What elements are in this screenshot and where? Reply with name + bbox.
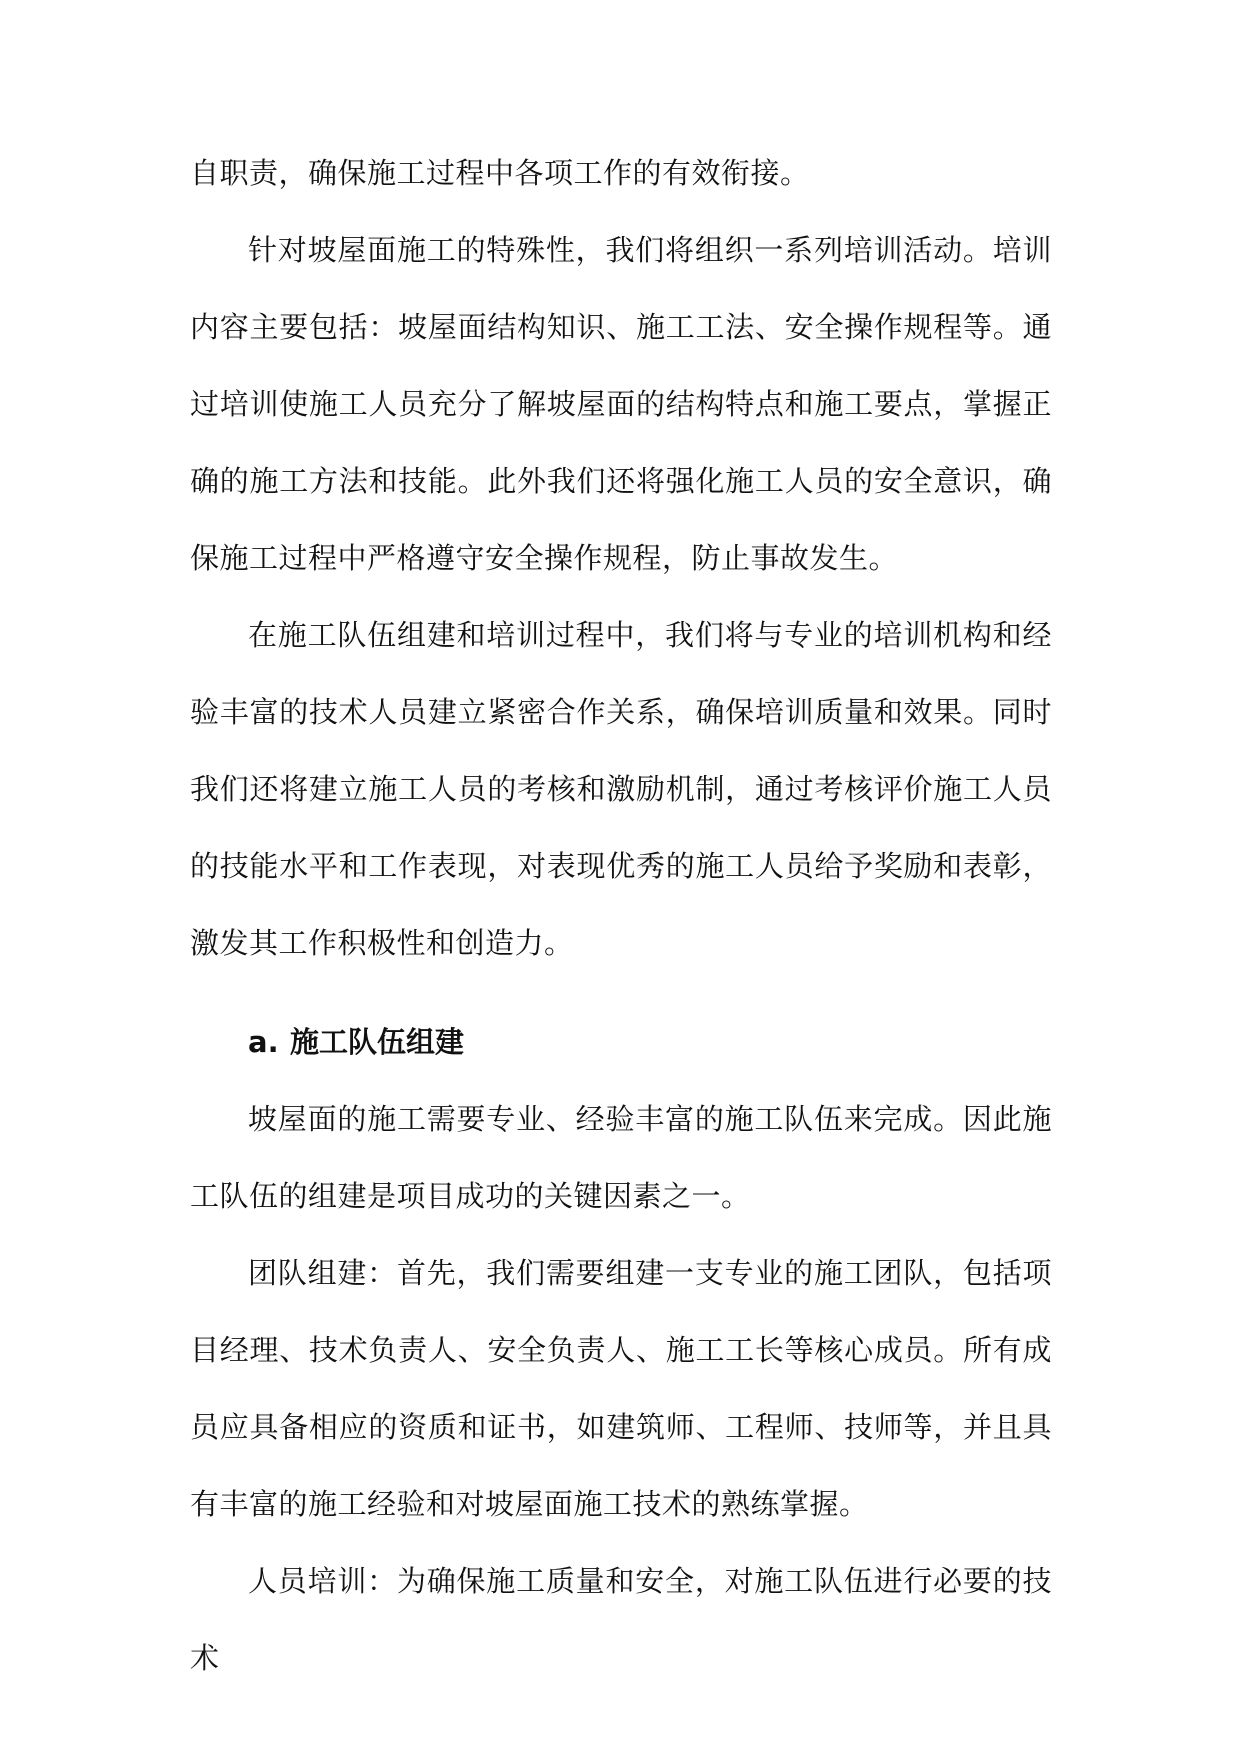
paragraph-team-intro: 坡屋面的施工需要专业、经验丰富的施工队伍来完成。因此施工队伍的组建是项目成功的关键因素之一。 xyxy=(190,1102,1052,1213)
paragraph-continuation: 自职责，确保施工过程中各项工作的有效衔接。 xyxy=(190,156,810,190)
paragraph-team-building: 团队组建：首先，我们需要组建一支专业的施工团队，包括项目经理、技术负责人、安全负责人、施工工长等核心成员。所有成员应具备相应的资质和证书，如建筑师、工程师、技师等，并且具有丰富的施工经验和对坡屋面施工技术的熟练掌握。 xyxy=(190,1256,1052,1521)
paragraph-training-cooperation: 在施工队伍组建和培训过程中，我们将与专业的培训机构和经验丰富的技术人员建立紧密合作关系，确保培训质量和效果。同时我们还将建立施工人员的考核和激励机制，通过考核评价施工人员的技能水平和工作表现，对表现优秀的施工人员给予奖励和表彰，激发其工作积极性和创造力。 xyxy=(190,618,1052,960)
section-marker: a. xyxy=(248,1025,279,1059)
paragraph-personnel-training: 人员培训：为确保施工质量和安全，对施工队伍进行必要的技术 xyxy=(190,1564,1052,1675)
section-title: 施工队伍组建 xyxy=(290,1025,465,1059)
section-heading xyxy=(248,1004,464,1081)
paragraph-training-activities: 针对坡屋面施工的特殊性，我们将组织一系列培训活动。培训内容主要包括：坡屋面结构知识、施工工法、安全操作规程等。通过培训使施工人员充分了解坡屋面的结构特点和施工要点，掌握正确的施工方法和技能。此外我们还将强化施工人员的安全意识，确保施工过程中严格遵守安全操作规程，防止事故发生。 xyxy=(190,233,1052,575)
